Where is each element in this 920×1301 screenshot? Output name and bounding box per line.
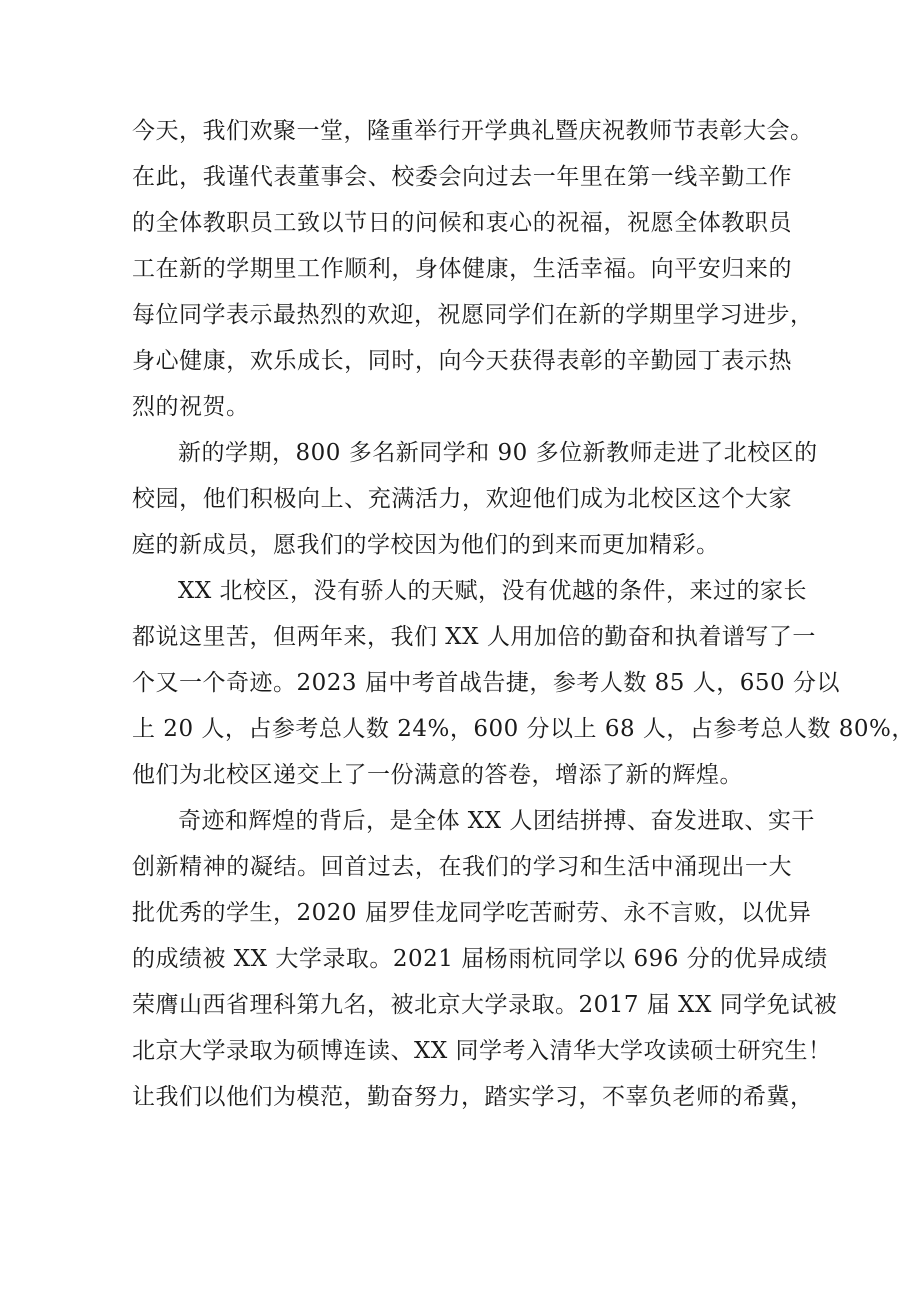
text-line: 今天，我们欢聚一堂，隆重举行开学典礼暨庆祝教师节表彰大会。 [132,118,814,144]
text-line: 的成绩被 XX 大学录取。2021 届杨雨杭同学以 696 分的优异成绩 [132,946,828,972]
text-line: 身心健康，欢乐成长，同时，向今天获得表彰的辛勤园丁表示热 [132,348,792,374]
text-line: 校园，他们积极向上、充满活力，欢迎他们成为北校区这个大家 [132,486,792,512]
text-line: 创新精神的凝结。回首过去，在我们的学习和生活中涌现出一大 [132,854,792,880]
text-line: 工在新的学期里工作顺利，身体健康，生活幸福。向平安归来的 [132,256,792,282]
text-line: XX 北校区，没有骄人的天赋，没有优越的条件，来过的家长 [178,578,808,604]
text-line: 他们为北校区递交上了一份满意的答卷，增添了新的辉煌。 [132,762,743,788]
text-line: 新的学期，800 多名新同学和 90 多位新教师走进了北校区的 [178,440,818,466]
paragraph-4 [132,798,838,1120]
text-line: 批优秀的学生，2020 届罗佳龙同学吃苦耐劳、永不言败，以优异 [132,900,812,926]
text-line: 奇迹和辉煌的背后，是全体 XX 人团结拼搏、奋发进取、实干 [178,808,815,834]
text-line: 上 20 人，占参考总人数 24%，600 分以上 68 人，占参考总人数 80%， [132,716,915,742]
text-line: 荣膺山西省理科第九名，被北京大学录取。2017 届 XX 同学免试被 [132,992,838,1018]
text-line: 的全体教职员工致以节日的问候和衷心的祝福，祝愿全体教职员 [132,210,792,236]
text-line: 在此，我谨代表董事会、校委会向过去一年里在第一线辛勤工作 [132,164,792,190]
paragraph-2 [132,430,818,568]
document-body [132,108,915,1120]
text-line: 庭的新成员，愿我们的学校因为他们的到来而更加精彩。 [132,532,720,558]
text-line: 每位同学表示最热烈的欢迎，祝愿同学们在新的学期里学习进步， [132,302,814,328]
text-line: 个又一个奇迹。2023 届中考首战告捷，参考人数 85 人，650 分以 [132,670,840,696]
text-line: 都说这里苦，但两年来，我们 XX 人用加倍的勤奋和执着谱写了一 [132,624,816,650]
paragraph-3 [132,568,915,798]
paragraph-1 [132,108,814,430]
text-line: 北京大学录取为硕博连读、XX 同学考入清华大学攻读硕士研究生！ [132,1038,832,1064]
text-line: 让我们以他们为模范，勤奋努力，踏实学习，不辜负老师的希冀， [132,1084,814,1110]
text-line: 烈的祝贺。 [132,394,250,420]
